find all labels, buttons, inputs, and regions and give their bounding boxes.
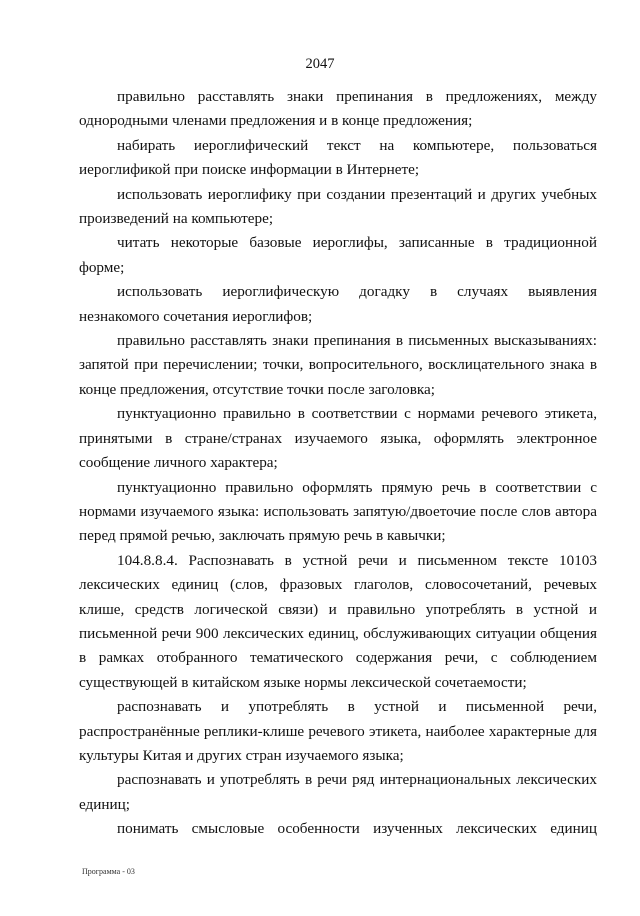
paragraph: распознавать и употреблять в речи ряд интернациональных лексических единиц; — [79, 771, 597, 813]
paragraph-continued: понимать смысловые особенности изученных лексических единиц — [117, 820, 597, 838]
body-text — [79, 85, 597, 842]
paragraph: использовать иероглифическую догадку в случаях выявления незнакомого сочетания иероглифов; — [79, 283, 597, 325]
paragraph: набирать иероглифический текст на компьютере, пользоваться иероглификой при поиске информации в Интернете; — [79, 136, 597, 179]
paragraph: читать некоторые базовые иероглифы, записанные в традиционной форме; — [79, 234, 597, 276]
paragraph: распознавать и употреблять в устной и письменной речи, распространённые реплики-клише речевого этикета, наиболее характерные для культуры Китая и других стран изучаемого языка; — [79, 698, 597, 764]
page-number: 2047 — [305, 56, 335, 72]
paragraph: пунктуационно правильно в соответствии с нормами речевого этикета, принятыми в стране/странах изучаемого языка, оформлять электронное сообщение личного характера; — [79, 405, 597, 472]
paragraph: пунктуационно правильно оформлять прямую речь в соответствии с нормами изучаемого языка: использовать запятую/двоеточие после слов автора перед прямой речью, заключать прямую речь в кавычки; — [79, 478, 597, 545]
paragraph: использовать иероглифику при создании презентаций и других учебных произведений на компьютере; — [79, 185, 597, 228]
paragraph: правильно расставлять знаки препинания в письменных высказываниях: запятой при перечислении; точки, вопросительного, восклицательного знака в конце предложения, отсутствие точки после заголовка; — [79, 332, 597, 398]
paragraph: правильно расставлять знаки препинания в предложениях, между однородными членами предложения и в конце предложения; — [79, 88, 597, 130]
paragraph: 104.8.8.4. Распознавать в устной речи и письменном тексте 10103 лексических единиц (слов, фразовых глаголов, словосочетаний, речевых клише, средств логической связи) и правильно употреблять в устной и письменной речи 900 лексических единиц, обслуживающих ситуации общения в рамках отобранного тематического содержания речи, с соблюдением существующей в китайском языке нормы лексической сочетаемости; — [79, 551, 597, 691]
page-footer: Программа - 03 — [82, 867, 135, 876]
